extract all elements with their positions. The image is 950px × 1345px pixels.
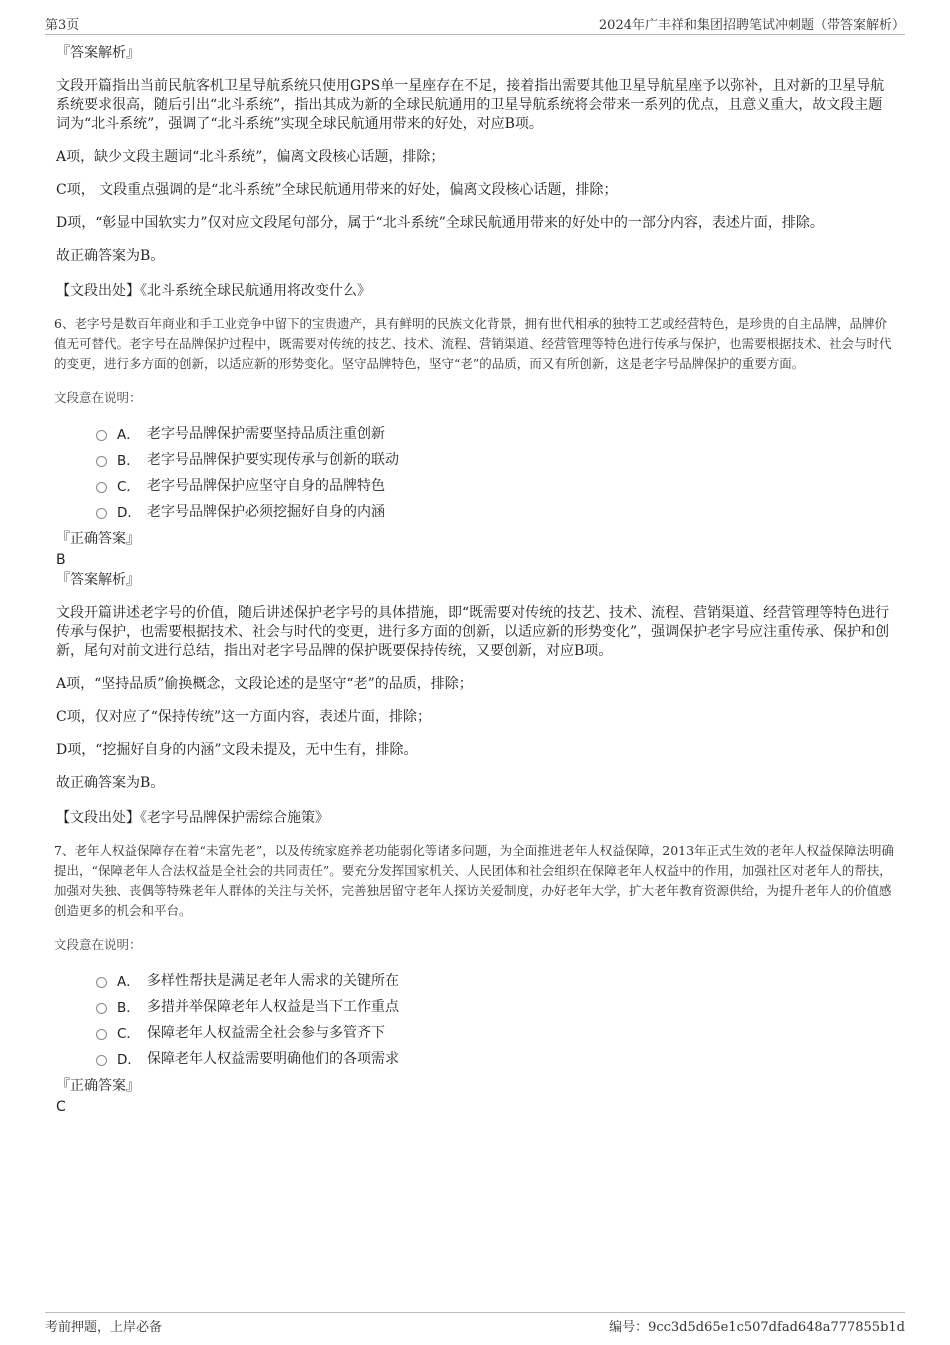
analysis-label: 『答案解析』 [56,572,140,588]
radio-icon[interactable] [96,977,107,988]
text-source: 【文段出处】《北斗系统全球民航通用将改变什么》 [56,283,371,299]
question-6-prompt: 文段意在说明： [54,390,142,405]
analysis-text: 文段开篇讲述老字号的价值，随后讲述保护老字号的具体措施，即“既需要对传统的技艺、技术、流程、营销渠道、经营管理等特色进行传承与保护，也需要根据技术、社会与时代的变更，进行多方面的创新，以适应新的形势变化”，强调保护老字号应注重传承、保护和创新，尾句对前文进行总结，指出对老字号品牌的保护既要保持传统，又要创新，对应B项。 [56,605,890,659]
analysis-option-c: C项，仅对应了“保持传统”这一方面内容，表述片面，排除； [56,709,432,725]
radio-icon[interactable] [96,1003,107,1014]
page-number: 第3页 [45,18,80,33]
footer-slogan: 考前押题，上岸必备 [45,1320,163,1335]
analysis-conclusion: 故正确答案为B。 [56,775,165,791]
radio-icon[interactable] [96,430,107,441]
text-source: 【文段出处】《老字号品牌保护需综合施策》 [56,810,329,826]
question-7-option-a[interactable]: A． 多样性帮扶是满足老年人需求的关键所在 [96,967,896,993]
analysis-conclusion: 故正确答案为B。 [56,248,165,264]
radio-icon[interactable] [96,1029,107,1040]
analysis-option-d: D项，“挖掘好自身的内涵”文段未提及，无中生有，排除。 [56,742,418,758]
page-footer [45,1312,905,1335]
question-6-option-d[interactable]: D． 老字号品牌保护必须挖掘好自身的内涵 [96,498,896,524]
question-7-option-b[interactable]: B． 多措并举保障老年人权益是当下工作重点 [96,993,896,1019]
correct-answer: C [56,1099,66,1115]
document-body [56,44,896,1118]
document-code: 编号：9cc3d5d65e1c507dfad648a777855b1d [609,1320,905,1335]
radio-icon[interactable] [96,508,107,519]
correct-answer: B [56,552,66,568]
analysis-option-a: A项，“坚持品质”偷换概念，文段论述的是坚守“老”的品质，排除； [56,676,473,692]
question-6-option-b[interactable]: B． 老字号品牌保护要实现传承与创新的联动 [96,446,896,472]
question-7-text: 7、老年人权益保障存在着“未富先老”，以及传统家庭养老功能弱化等诸多问题，为全面推进老年人权益保障，2013年正式生效的老年人权益保障法明确提出，“保障老年人合法权益是全社会的共同责任”。要充分发挥国家机关、人民团体和社会组织在保障老年人权益中的作用，加强社区对老年人的帮扶，加强对失独、丧偶等特殊老年人群体的关注与关怀，完善独居留守老年人探访关爱制度，办好老年大学，扩大老年教育资源供给，为提升老年人的价值感创造更多的机会和平台。 [54,843,895,918]
analysis-option-a: A项，缺少文段主题词“北斗系统”，偏离文段核心话题，排除； [56,149,445,165]
question-7-prompt: 文段意在说明： [54,937,142,952]
radio-icon[interactable] [96,1055,107,1066]
page-header [45,14,905,35]
radio-icon[interactable] [96,482,107,493]
analysis-option-d: D项，“彰显中国软实力”仅对应文段尾句部分，属于“北斗系统”全球民航通用带来的好处中的一部分内容，表述片面，排除。 [56,215,824,231]
answer-label: 『正确答案』 [56,1078,140,1094]
question-6-options [96,420,896,524]
question-7-option-c[interactable]: C． 保障老年人权益需全社会参与多管齐下 [96,1019,896,1045]
question-6-text: 6、老字号是数百年商业和手工业竞争中留下的宝贵遗产，具有鲜明的民族文化背景，拥有世代相承的独特工艺或经营特色，是珍贵的自主品牌，品牌价值无可替代。老字号在品牌保护过程中，既需要对传统的技艺、技术、流程、营销渠道、经营管理等特色进行传承与保护，也需要根据技术、社会与时代的变更，进行多方面的创新，以适应新的形势变化。坚守品牌特色，坚守“老”的品质，而又有所创新，这是老字号品牌保护的重要方面。 [54,316,892,371]
radio-icon[interactable] [96,456,107,467]
answer-label: 『正确答案』 [56,531,140,547]
document-title: 2024年广丰祥和集团招聘笔试冲刺题（带答案解析） [598,18,905,33]
question-6-option-a[interactable]: A． 老字号品牌保护需要坚持品质注重创新 [96,420,896,446]
question-6-option-c[interactable]: C． 老字号品牌保护应坚守自身的品牌特色 [96,472,896,498]
question-7-option-d[interactable]: D． 保障老年人权益需要明确他们的各项需求 [96,1045,896,1071]
analysis-label: 『答案解析』 [56,45,140,61]
question-7-options [96,967,896,1071]
analysis-option-c: C项， 文段重点强调的是“北斗系统”全球民航通用带来的好处，偏离文段核心话题，排除； [56,182,618,198]
analysis-text: 文段开篇指出当前民航客机卫星导航系统只使用GPS单一星座存在不足，接着指出需要其他卫星导航星座予以弥补，且对新的卫星导航系统要求很高，随后引出“北斗系统”，指出其成为新的全球民航通用的卫星导航系统将会带来一系列的优点，且意义重大，故文段主题词为“北斗系统”，强调了“北斗系统”实现全球民航通用带来的好处，对应B项。 [56,78,885,132]
